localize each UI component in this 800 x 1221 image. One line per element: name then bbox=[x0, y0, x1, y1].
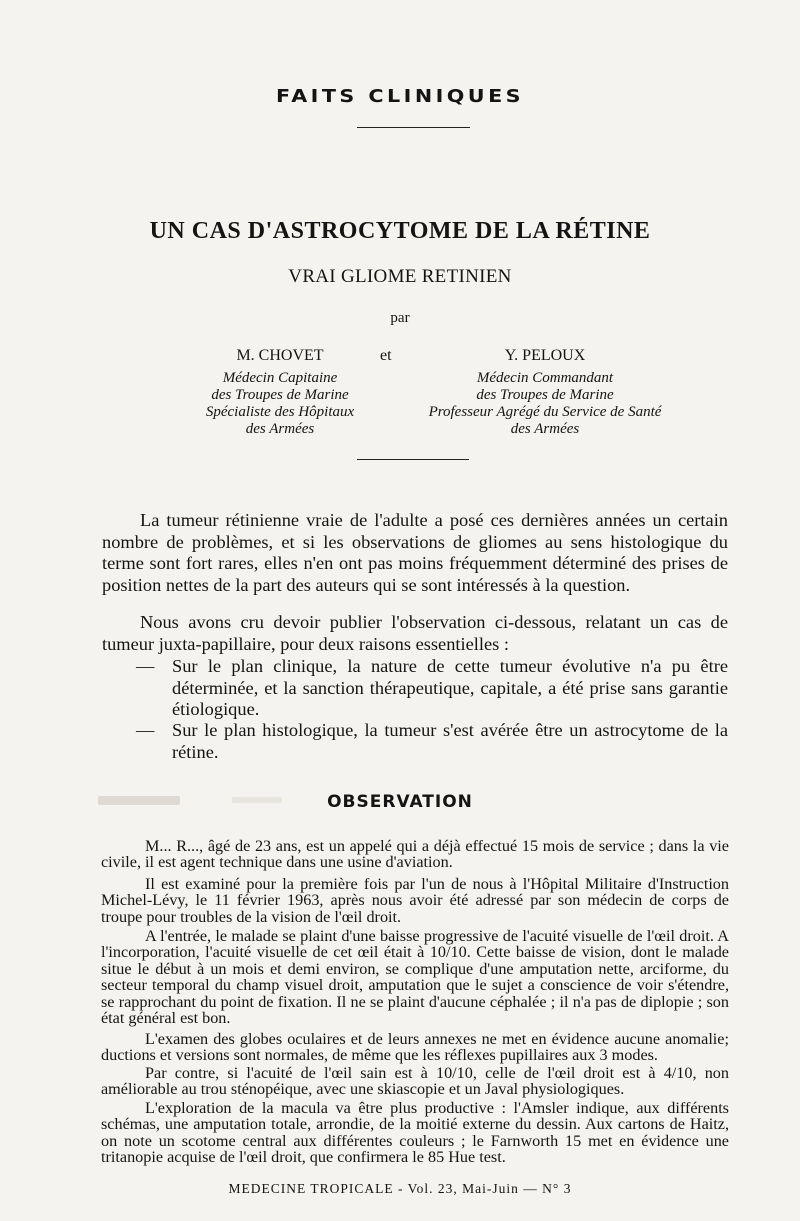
body-paragraph: A l'entrée, le malade se plaint d'une baisse progressive de l'acuité visuelle de l'œil droit. A l'incorporation, l'acuité visuelle de cet œil était à 10/10. Cette baisse de vision, dont le malade situe le début à un mois et demi environ, se complique d'une amputation nette, arciforme, du secteur temporal du champ visuel droit, amputation que le sujet a conscience de voir s'étendre, se rapprochant du point de fixation. Il ne se plaint d'aucune céphalée ; il n'a pas de diplopie ; son état général est bon. bbox=[101, 927, 729, 1028]
author-conjunction: et bbox=[380, 347, 392, 364]
by-label: par bbox=[390, 310, 410, 326]
author-title-line: des Troupes de Marine bbox=[476, 387, 614, 403]
author-title-line: des Armées bbox=[510, 421, 580, 437]
section-heading: FAITS CLINIQUES bbox=[275, 86, 525, 107]
divider bbox=[357, 127, 470, 128]
author-title-line: Professeur Agrégé du Service de Santé bbox=[428, 404, 662, 420]
article-subtitle: VRAI GLIOME RETINIEN bbox=[288, 266, 512, 287]
author-name: M. CHOVET bbox=[236, 347, 324, 364]
body-paragraph: L'exploration de la macula va être plus productive : l'Amsler indique, aux différents schémas, une amputation totale, arrondie, de la moitié externe du dessin. Aux cartons de Haitz, on note un scotome central aux différentes couleurs ; le Farnworth 15 met en évidence une tritanopie acquise de l'œil droit, que confirmera le 85 Hue test. bbox=[101, 1099, 729, 1167]
abstract-paragraph: La tumeur rétinienne vraie de l'adulte a posé ces dernières années un certain nombre de problèmes, et si les observations de gliomes au sens histologique du terme sont fort rares, elles n'en ont pas moins fréquemment déterminé des prises de position nettes de la part des auteurs qui se sont intéressés à la question. bbox=[102, 510, 728, 595]
author-title-line: Médecin Commandant bbox=[476, 370, 614, 386]
list-item bbox=[136, 720, 728, 763]
dash-bullet: — bbox=[136, 656, 155, 676]
body-paragraph: M... R..., âgé de 23 ans, est un appelé qui a déjà effectué 15 mois de service ; dans la vie civile, il est agent technique dans une usine d'aviation. bbox=[101, 837, 729, 872]
list-item bbox=[136, 656, 728, 721]
dash-bullet: — bbox=[136, 720, 155, 740]
article-title: UN CAS D'ASTROCYTOME DE LA RÉTINE bbox=[149, 218, 651, 244]
page-footer: MEDECINE TROPICALE - Vol. 23, Mai-Juin — N° 3 bbox=[228, 1181, 572, 1196]
body-paragraph: Il est examiné pour la première fois par l'un de nous à l'Hôpital Militaire d'Instruction Michel-Lévy, le 11 février 1963, après nous avoir été adressé par son médecin de corps de troupe pour troubles de la vision de l'œil droit. bbox=[101, 875, 729, 926]
observation-heading: OBSERVATION bbox=[327, 792, 473, 812]
body-paragraph: Par contre, si l'acuité de l'œil sain est à 10/10, celle de l'œil droit est à 4/10, non améliorable au trou sténopéique, avec une skiascopie et un Javal physiologiques. bbox=[101, 1064, 729, 1099]
author-block-left bbox=[160, 347, 400, 438]
list-item-text: Sur le plan histologique, la tumeur s'est avérée être un astrocytome de la rétine. bbox=[172, 720, 728, 762]
author-title-line: Spécialiste des Hôpitaux bbox=[205, 404, 355, 420]
body-paragraph: L'examen des globes oculaires et de leurs annexes ne met en évidence aucune anomalie; ductions et versions sont normales, de même que les réflexes pupillaires aux 3 modes. bbox=[101, 1030, 729, 1065]
author-title-line: des Armées bbox=[245, 421, 315, 437]
divider bbox=[357, 459, 469, 460]
list-item-text: Sur le plan clinique, la nature de cette tumeur évolutive n'a pu être déterminée, et la sanction thérapeutique, capitale, a été prise sans garantie étiologique. bbox=[172, 656, 728, 719]
author-title-line: des Troupes de Marine bbox=[211, 387, 349, 403]
abstract-paragraph: Nous avons cru devoir publier l'observation ci-dessous, relatant un cas de tumeur juxta-papillaire, pour deux raisons essentielles : bbox=[102, 612, 728, 654]
author-block-right bbox=[420, 347, 670, 438]
author-title-line: Médecin Capitaine bbox=[222, 370, 338, 386]
author-name: Y. PELOUX bbox=[504, 347, 586, 364]
